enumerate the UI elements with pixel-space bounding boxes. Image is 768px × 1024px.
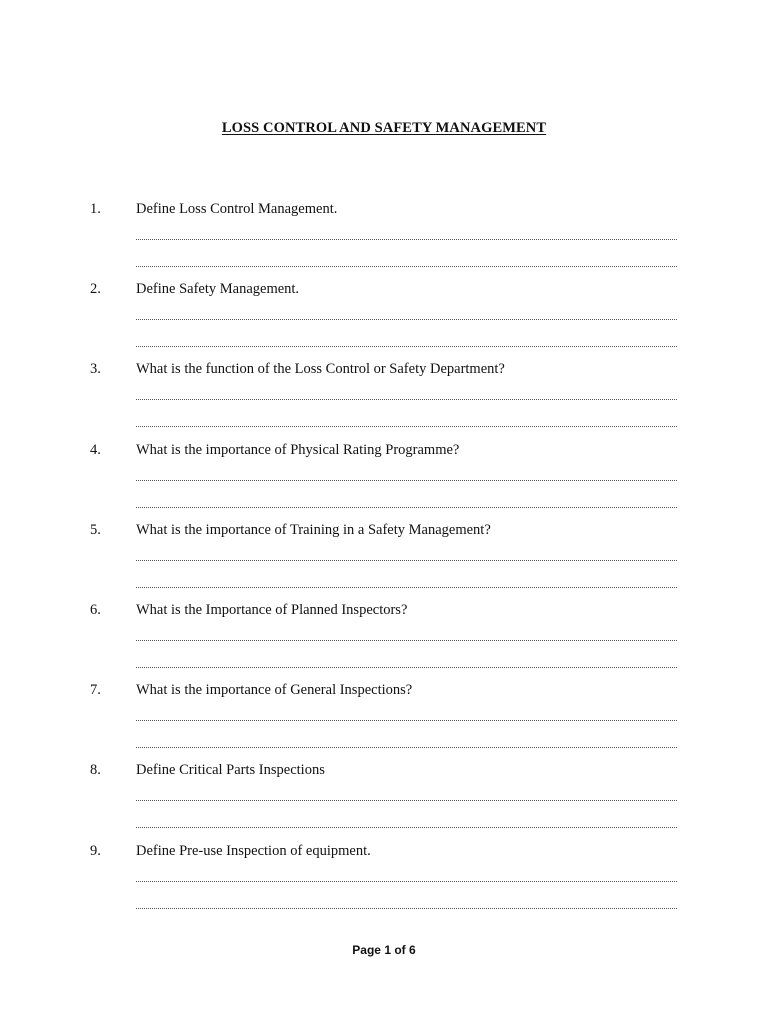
answer-line	[136, 827, 677, 828]
question-item	[0, 761, 768, 841]
question-text: Define Safety Management.	[136, 281, 300, 298]
answer-line	[136, 319, 677, 320]
question-text: Define Loss Control Management.	[136, 201, 338, 217]
question-item	[0, 280, 768, 360]
question-text: What is the importance of General Inspections?	[136, 682, 413, 699]
answer-line	[136, 346, 677, 347]
answer-line	[136, 507, 677, 508]
answer-line	[136, 426, 677, 427]
question-item	[0, 601, 768, 681]
answer-line	[136, 747, 677, 748]
question-list	[0, 200, 768, 922]
question-text: What is the importance of Training in a Safety Management?	[136, 521, 491, 538]
page-total: 6	[409, 943, 416, 957]
page-of-word: of	[394, 943, 406, 957]
answer-line	[136, 800, 677, 801]
question-number: 5.	[90, 521, 101, 538]
question-item	[0, 441, 768, 521]
question-text: What is the importance of Physical Rating Programme?	[136, 441, 460, 458]
question-number: 9.	[90, 842, 101, 859]
answer-line	[136, 266, 677, 267]
answer-line	[136, 881, 677, 882]
question-item	[0, 360, 768, 440]
document-title	[0, 120, 768, 137]
answer-line	[136, 908, 677, 909]
answer-line	[136, 480, 677, 481]
answer-line	[136, 587, 677, 588]
answer-line	[136, 667, 677, 668]
answer-line	[136, 720, 677, 721]
question-text: What is the Importance of Planned Inspectors?	[136, 601, 408, 618]
question-number: 2.	[90, 281, 101, 298]
question-text: Define Critical Parts Inspections	[136, 762, 325, 779]
question-item	[0, 842, 768, 922]
question-number: 4.	[90, 441, 101, 458]
page-word: Page	[352, 943, 381, 957]
question-item	[0, 681, 768, 761]
question-item	[0, 521, 768, 601]
page-current: 1	[384, 943, 391, 957]
question-number: 3.	[90, 361, 101, 378]
answer-line	[136, 399, 677, 400]
question-number: 7.	[90, 682, 101, 699]
question-item	[0, 200, 768, 280]
answer-line	[136, 640, 677, 641]
question-number: 6.	[90, 601, 101, 618]
question-text: Define Pre-use Inspection of equipment.	[136, 842, 371, 859]
question-text: What is the function of the Loss Control or Safety Department?	[136, 361, 505, 378]
page-footer	[0, 943, 768, 957]
answer-line	[136, 560, 677, 561]
question-number: 8.	[90, 762, 101, 779]
question-number: 1.	[90, 201, 101, 217]
document-title-text: LOSS CONTROL AND SAFETY MANAGEMENT	[221, 120, 547, 136]
answer-line	[136, 239, 677, 240]
